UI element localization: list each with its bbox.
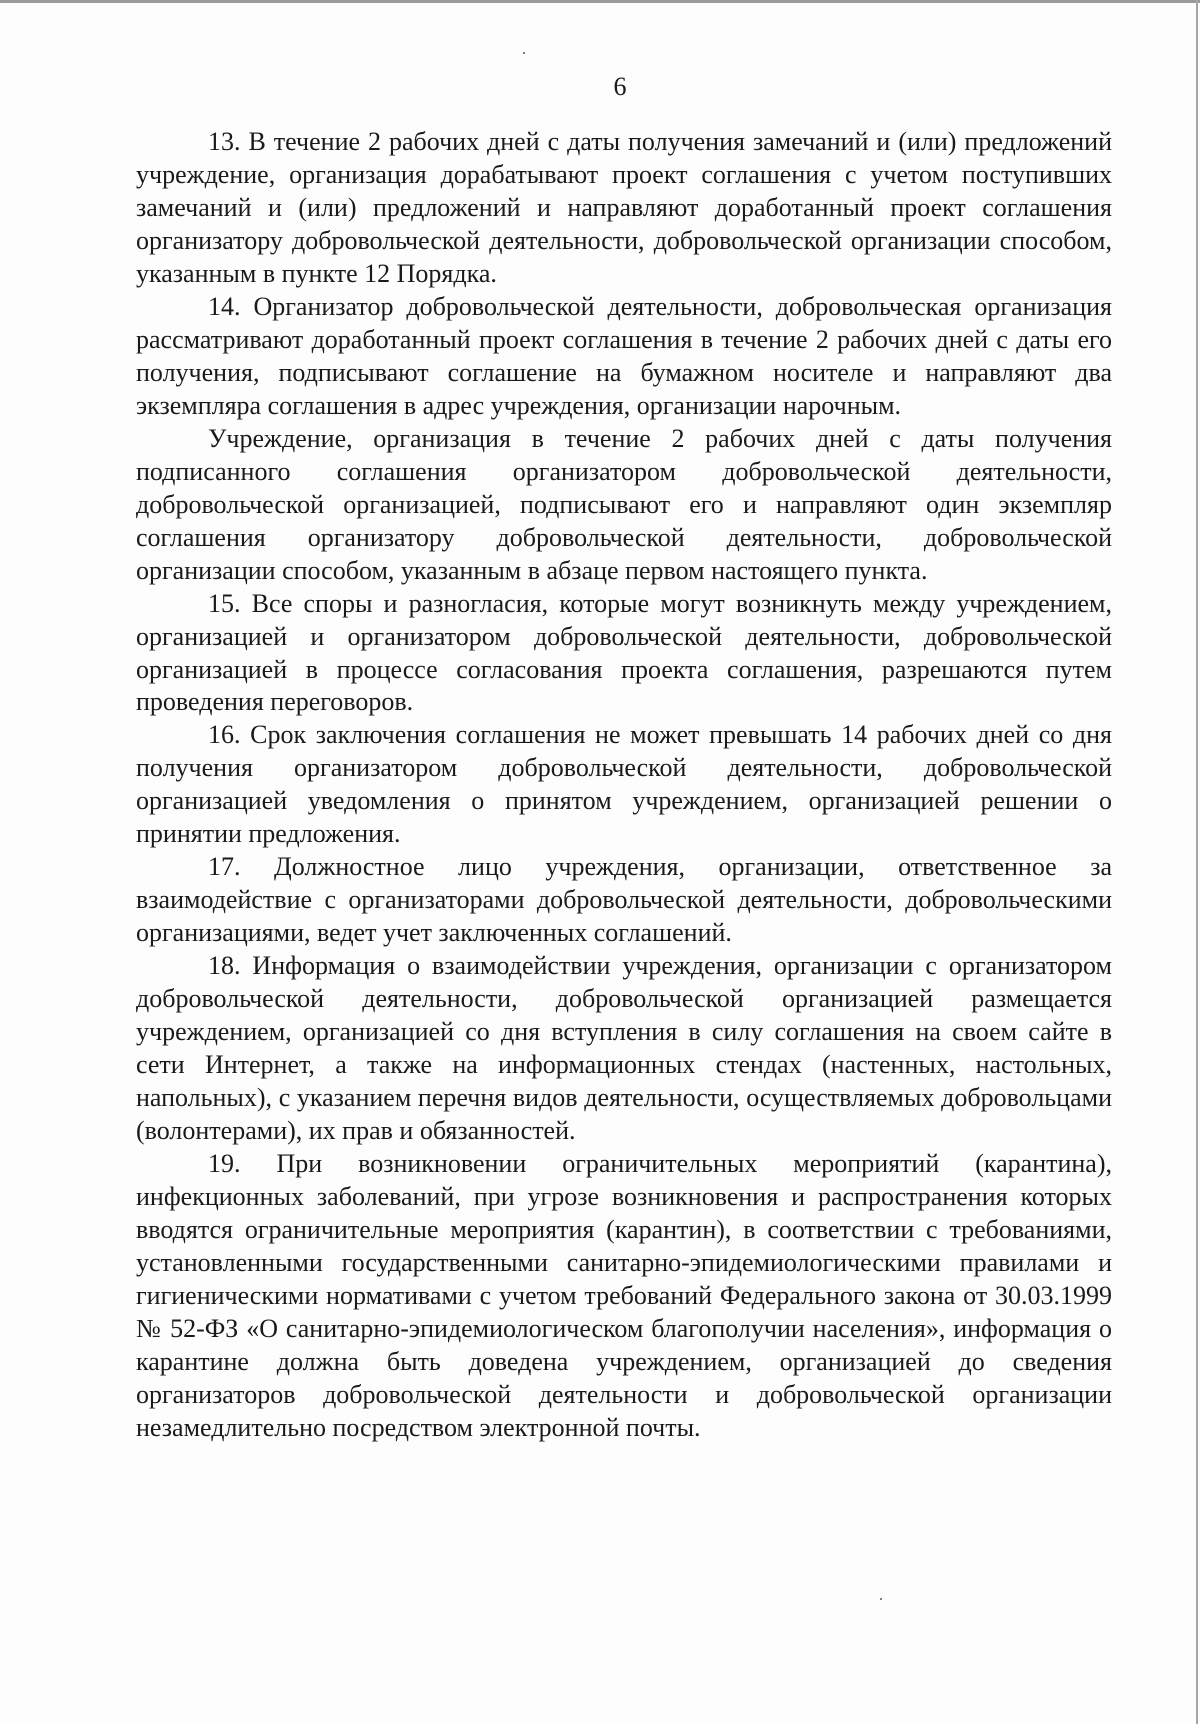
paragraph-14: 14. Организатор добровольческой деятельности, добровольческая организация рассматривают доработанный проект соглашения в течение 2 рабочих дней с даты его получения, подписывают соглашение на бумажном носителе и направляют два экземпляра соглашения в адрес учреждения, организации нарочным. bbox=[136, 291, 1112, 420]
paragraph-13: 13. В течение 2 рабочих дней с даты получения замечаний и (или) предложений учреждение, организация дорабатывают проект соглашения с учетом поступивших замечаний и (или) предложений и направляют доработанный проект соглашения организатору добровольческой деятельности, добровольческой организации способом, указанным в пункте 12 Порядка. bbox=[136, 127, 1112, 288]
document-body bbox=[136, 126, 1112, 1445]
paragraph-19: 19. При возникновении ограничительных мероприятий (карантина), инфекционных заболеваний, при угрозе возникновения и распространения которых вводятся ограничительные мероприятия (карантин), в соответствии с требованиями, установленными государственными санитарно-эпидемиологическими правилами и гигиеническими нормативами с учетом требований Федерального закона от 30.03.1999 № 52-ФЗ «О санитарно-эпидемиологическом благополучии населения», информация о карантине должна быть доведена учреждением, организацией до сведения организаторов добровольческой деятельности и добровольческой организации незамедлительно посредством электронной почты. bbox=[136, 1149, 1112, 1442]
page-number: 6 bbox=[613, 72, 627, 101]
paragraph-15: 15. Все споры и разногласия, которые могут возникнуть между учреждением, организацией и организатором добровольческой деятельности, добровольческой организацией в процессе согласования проекта соглашения, разрешаются путем проведения переговоров. bbox=[136, 588, 1112, 717]
paragraph-17: 17. Должностное лицо учреждения, организации, ответственное за взаимодействие с организаторами добровольческой деятельности, добровольческими организациями, ведет учет заключенных соглашений. bbox=[136, 852, 1112, 948]
paragraph-14-part-2: Учреждение, организация в течение 2 рабочих дней с даты получения подписанного соглашения организатором добровольческой деятельности, добровольческой организацией, подписывают его и направляют один экземпляр соглашения организатору добровольческой деятельности, добровольческой организации способом, указанным в абзаце первом настоящего пункта. bbox=[136, 423, 1112, 585]
scan-edge-top bbox=[0, 0, 1200, 3]
paragraph-18: 18. Информация о взаимодействии учреждения, организации с организатором добровольческой деятельности, добровольческой организацией размещается учреждением, организацией со дня вступления в силу соглашения на своем сайте в сети Интернет, а также на информационных стендах (настенных, настольных, напольных), с указанием перечня видов деятельности, осуществляемых добровольцами (волонтерами), их прав и обязанностей. bbox=[136, 951, 1112, 1146]
paragraph-16: 16. Срок заключения соглашения не может превышать 14 рабочих дней со дня получения организатором добровольческой деятельности, добровольческой организацией уведомления о принятом учреждением, организацией решении о принятии предложения. bbox=[136, 720, 1112, 849]
scan-speck bbox=[880, 1598, 882, 1600]
scan-speck bbox=[523, 52, 525, 54]
scan-edge-right bbox=[1196, 0, 1198, 1724]
